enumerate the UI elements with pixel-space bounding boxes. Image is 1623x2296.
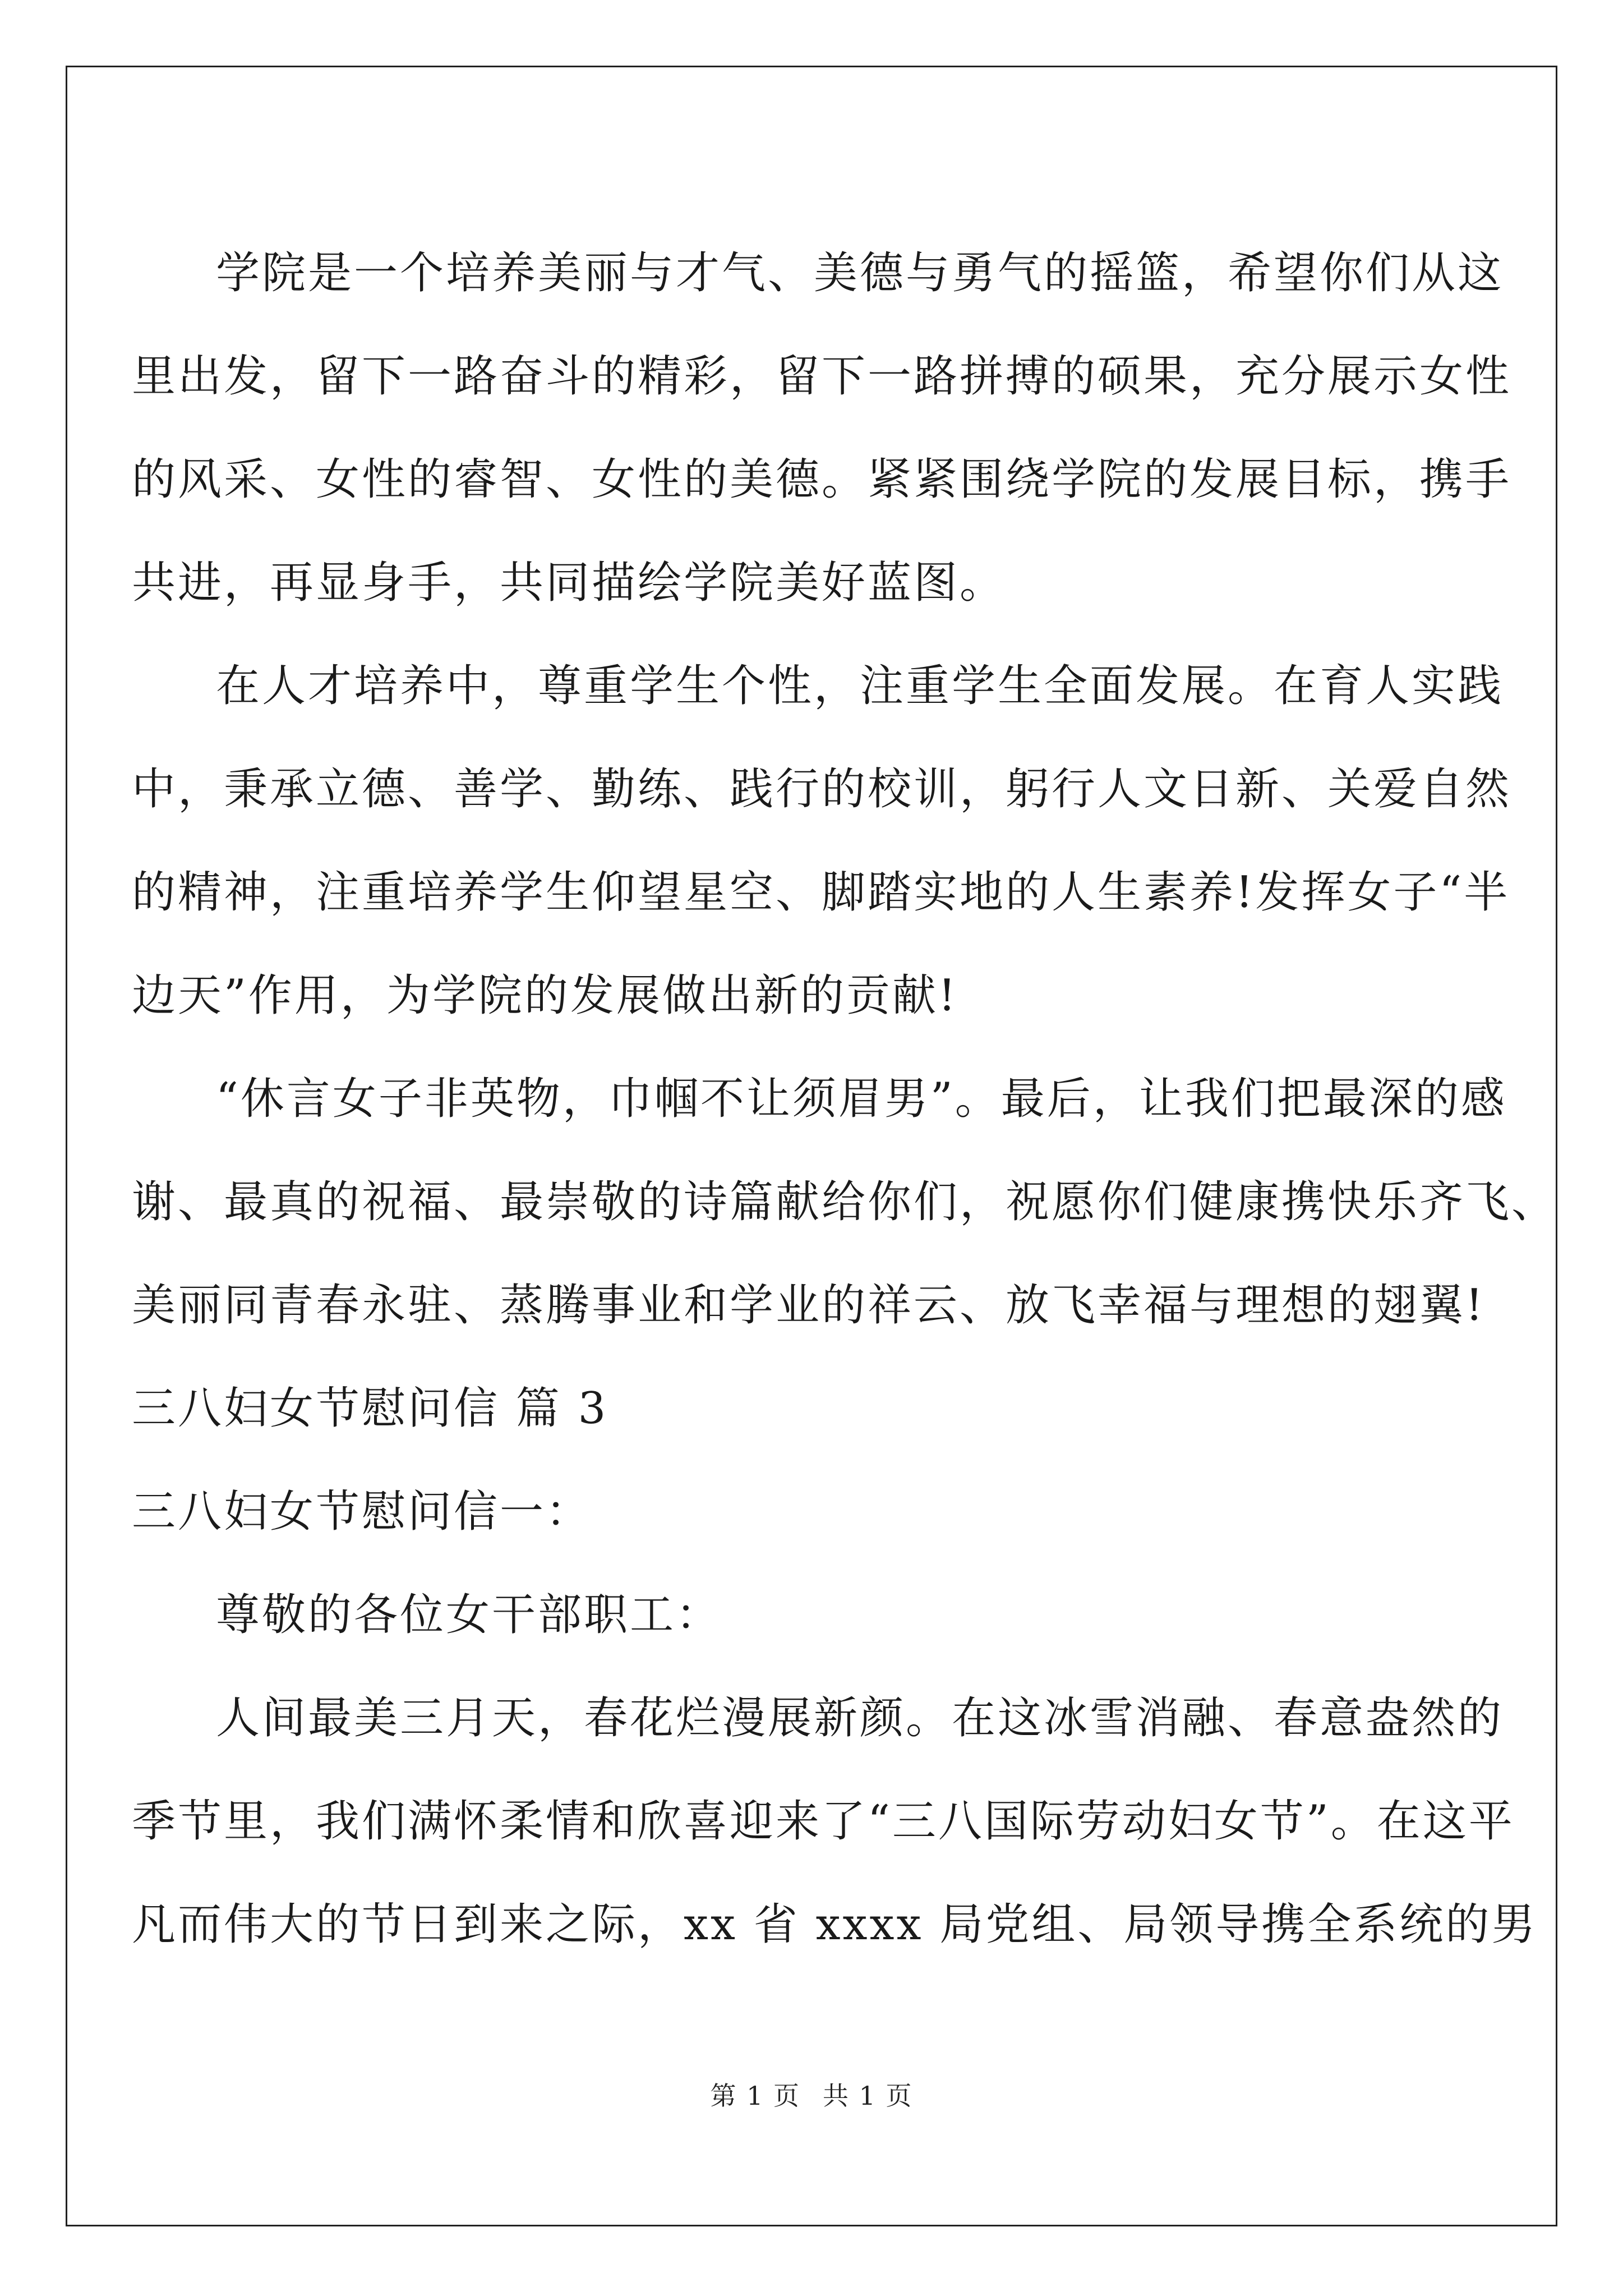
paragraph-line: 里出发，留下一路奋斗的精彩，留下一路拼搏的硕果，充分展示女性 xyxy=(132,351,1512,402)
document-body xyxy=(132,222,1558,1976)
paragraph-line: “休言女子非英物，巾帼不让须眉男”。最后，让我们把最深的感 xyxy=(216,1074,1507,1124)
page-total: 共 1 页 xyxy=(823,2081,913,2111)
paragraph-line: 的精神，注重培养学生仰望星空、脚踏实地的人生素养!发挥女子“半 xyxy=(132,867,1510,918)
paragraph-line: 季节里，我们满怀柔情和欣喜迎来了“三八国际劳动妇女节”。在这平 xyxy=(132,1796,1515,1847)
paragraph-line: 在人才培养中，尊重学生个性，注重学生全面发展。在育人实践 xyxy=(216,661,1504,711)
paragraph-line: 学院是一个培养美丽与才气、美德与勇气的摇篮，希望你们从这 xyxy=(216,248,1504,298)
paragraph-line: 人间最美三月天，春花烂漫展新颜。在这冰雪消融、春意盎然的 xyxy=(216,1693,1504,1743)
paragraph-line: 边天”作用，为学院的发展做出新的贡献! xyxy=(132,970,958,1021)
paragraph-line: 凡而伟大的节日到来之际，xx 省 xxxx 局党组、局领导携全系统的男 xyxy=(132,1899,1538,1950)
salutation: 尊敬的各位女干部职工： xyxy=(216,1590,722,1640)
paragraph-line: 谢、最真的祝福、最崇敬的诗篇献给你们，祝愿你们健康携快乐齐飞、 xyxy=(132,1177,1558,1227)
page-footer xyxy=(0,2076,1623,2113)
paragraph-line: 共进，再显身手，共同描绘学院美好蓝图。 xyxy=(132,558,1006,608)
paragraph-line: 中，秉承立德、善学、勤练、践行的校训，躬行人文日新、关爱自然 xyxy=(132,764,1512,815)
letter-title: 三八妇女节慰问信一： xyxy=(132,1487,592,1537)
section-heading: 三八妇女节慰问信 篇 3 xyxy=(132,1383,608,1434)
paragraph-line: 的风采、女性的睿智、女性的美德。紧紧围绕学院的发展目标，携手 xyxy=(132,454,1512,505)
paragraph-line: 美丽同青春永驻、蒸腾事业和学业的祥云、放飞幸福与理想的翅翼! xyxy=(132,1280,1486,1331)
page-number: 第 1 页 xyxy=(710,2081,800,2111)
